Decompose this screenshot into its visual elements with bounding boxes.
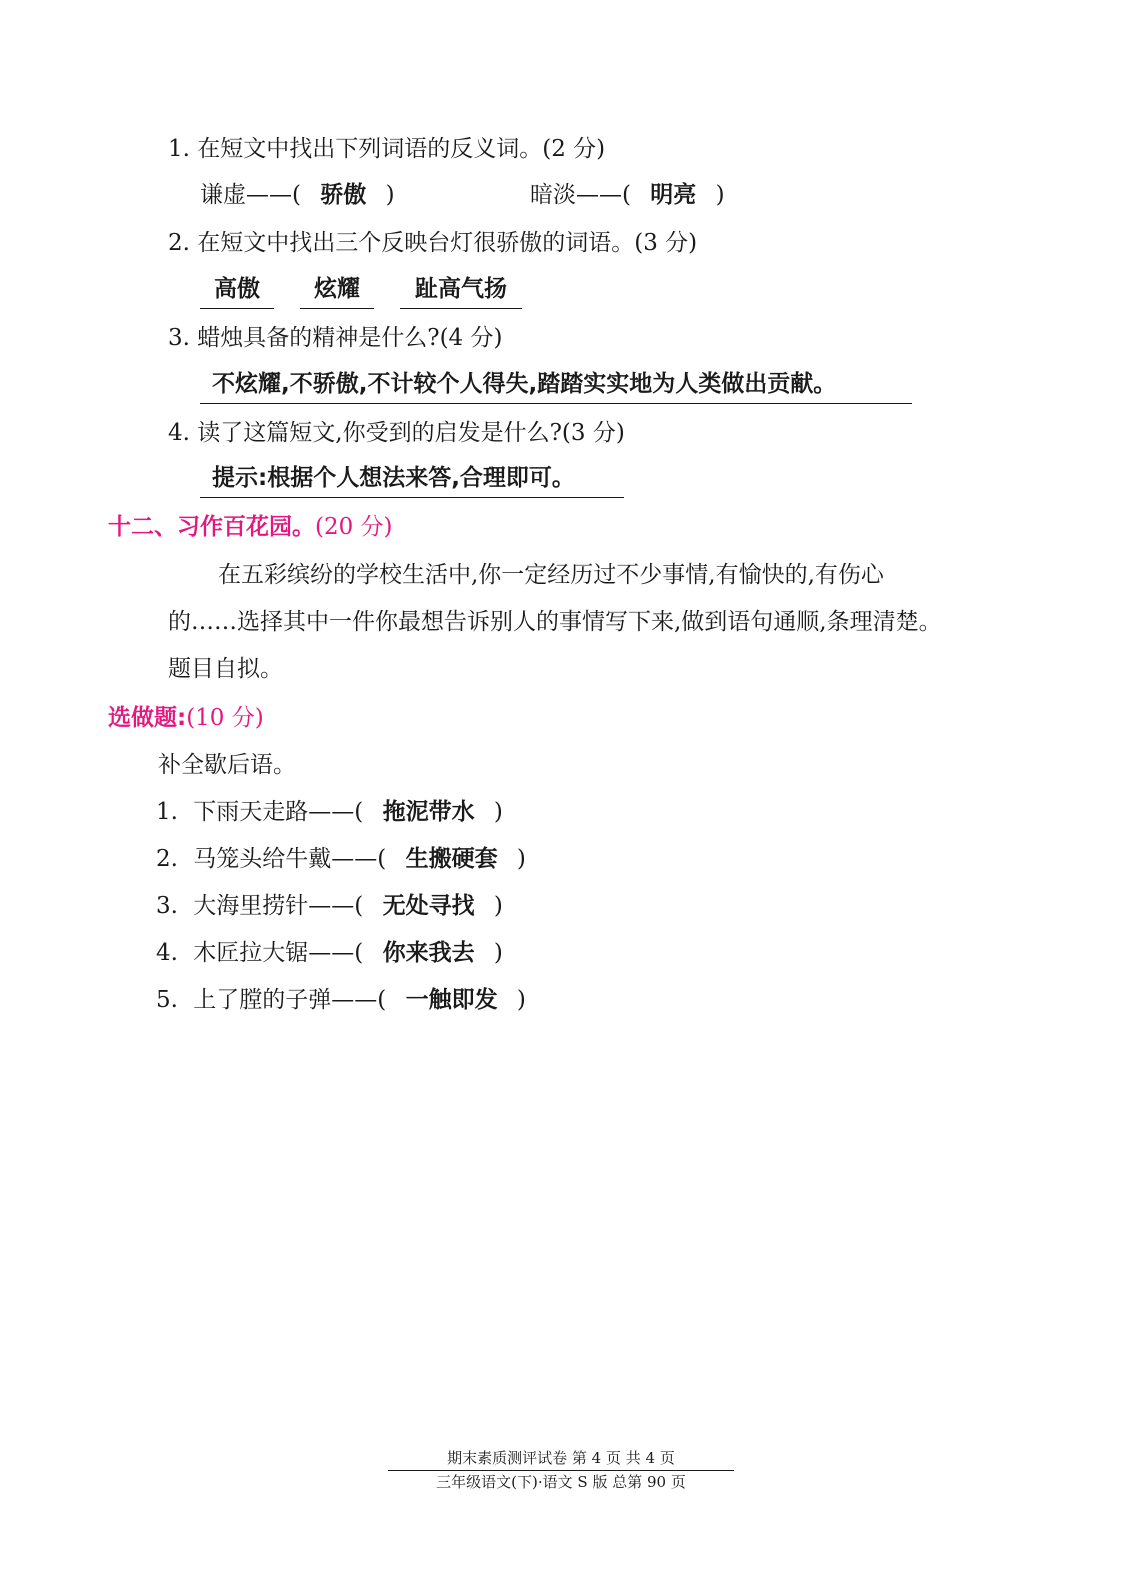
item-answer: 无处寻找 [382, 893, 475, 919]
item-text: 大海里捞针——( [193, 893, 364, 919]
q4-answer: 提示:根据个人想法来答,合理即可。 [200, 463, 624, 498]
optional-header [108, 703, 264, 733]
section12-header [108, 512, 393, 542]
list-item [156, 985, 526, 1015]
optional-heading: 选做题: [108, 705, 187, 731]
item-answer: 你来我去 [382, 940, 475, 966]
footer-divider [388, 1470, 734, 1471]
footer-line2: 三年级语文(下)·语文 S 版 总第 90 页 [436, 1473, 686, 1491]
section12-para-line1: 在五彩缤纷的学校生活中,你一定经历过不少事情,有愉快的,有伤心 [218, 562, 884, 588]
optional-instruction: 补全歇后语。 [158, 752, 296, 778]
item-text: 马笼头给牛戴——( [193, 846, 387, 872]
item-close: ) [493, 893, 503, 919]
item-answer: 拖泥带水 [382, 799, 475, 825]
item-text: 下雨天走路——( [193, 799, 364, 825]
item-text: 上了膛的子弹——( [193, 987, 387, 1013]
q4-prompt: 4. 读了这篇短文,你受到的启发是什么?(3 分) [168, 420, 625, 446]
q1-pair2 [530, 180, 725, 210]
q1-pair1-answer: 骄傲 [320, 182, 367, 208]
q1-pair1 [200, 180, 395, 210]
item-number: 1. [156, 799, 178, 825]
item-close: ) [516, 846, 526, 872]
q1-pair2-answer: 明亮 [650, 182, 697, 208]
item-number: 3. [156, 893, 178, 919]
list-item [156, 844, 526, 874]
q2-answer-3: 趾高气扬 [400, 274, 522, 309]
item-close: ) [493, 799, 503, 825]
item-close: ) [493, 940, 503, 966]
section12-para-line3: 题目自拟。 [168, 656, 283, 682]
section12-para-line2: 的……选择其中一件你最想告诉别人的事情写下来,做到语句通顺,条理清楚。 [168, 609, 942, 635]
q1-pair1-word: 谦虚——( [200, 182, 301, 208]
q2-answer-1: 高傲 [200, 274, 274, 309]
q2-prompt: 2. 在短文中找出三个反映台灯很骄傲的词语。(3 分) [168, 230, 698, 256]
q1-pair2-word: 暗淡——( [530, 182, 631, 208]
footer-line1: 期末素质测评试卷 第 4 页 共 4 页 [447, 1449, 675, 1467]
item-number: 4. [156, 940, 178, 966]
q2-answer-2: 炫耀 [300, 274, 374, 309]
item-number: 5. [156, 987, 178, 1013]
q3-prompt: 3. 蜡烛具备的精神是什么?(4 分) [168, 325, 503, 351]
list-item [156, 797, 503, 827]
section12-heading: 十二、习作百花园。 [108, 514, 315, 540]
item-answer: 生搬硬套 [405, 846, 498, 872]
list-item [156, 891, 503, 921]
q1-pair2-close: ) [715, 182, 725, 208]
list-item [156, 938, 503, 968]
item-answer: 一触即发 [405, 987, 498, 1013]
q1-pair1-close: ) [385, 182, 395, 208]
item-number: 2. [156, 846, 178, 872]
item-close: ) [516, 987, 526, 1013]
q1-prompt: 1. 在短文中找出下列词语的反义词。(2 分) [168, 136, 606, 162]
optional-score: (10 分) [186, 705, 264, 731]
item-text: 木匠拉大锯——( [193, 940, 364, 966]
q3-answer: 不炫耀,不骄傲,不计较个人得失,踏踏实实地为人类做出贡献。 [200, 369, 912, 404]
section12-score: (20 分) [315, 514, 393, 540]
